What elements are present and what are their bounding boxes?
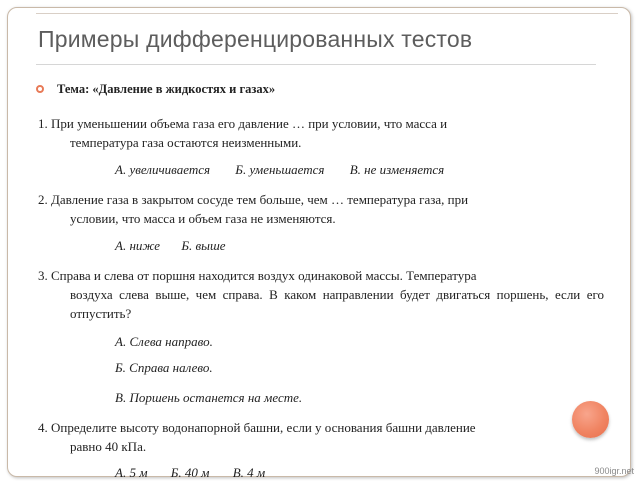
question-4 <box>38 418 604 456</box>
answer-option: А. увеличивается <box>115 162 211 177</box>
answer-option: А. 5 м <box>115 465 148 480</box>
question-3 <box>38 266 604 323</box>
decorative-orange-circle <box>572 401 609 438</box>
answer-option: А. ниже <box>115 238 161 253</box>
question-2-answers <box>115 238 226 254</box>
question-4-lead: 4. Определите высоту водонапорной башни, если у основания башни давление <box>38 420 476 435</box>
slide-title: Примеры дифференцированных тестов <box>38 26 473 52</box>
question-3-lead: 3. Справа и слева от поршня находится воздух одинаковой массы. Температура <box>38 268 477 283</box>
question-3-cont: воздуха слева выше, чем справа. В каком направлении будет двигаться поршень, если его отпустить? <box>70 287 604 321</box>
title-underline <box>36 64 596 65</box>
question-1-answers <box>115 162 444 178</box>
answer-option: Б. 40 м <box>170 465 210 480</box>
top-divider <box>36 13 618 14</box>
question-1 <box>38 114 604 152</box>
question-3-answer-a: А. Слева направо. <box>115 334 213 349</box>
answer-option: В. не изменяется <box>349 162 445 177</box>
question-2 <box>38 190 604 228</box>
watermark-text: 900igr.net <box>594 466 634 476</box>
answer-option: В. 4 м <box>232 465 266 480</box>
bullet-ring-icon <box>36 85 44 93</box>
question-4-answers <box>115 465 265 481</box>
question-1-lead: 1. При уменьшении объема газа его давление … при условии, что масса и <box>38 116 448 131</box>
question-3-answer-b: Б. Справа налево. <box>115 360 213 375</box>
question-2-lead: 2. Давление газа в закрытом сосуде тем больше, чем … температура газа, при <box>38 192 469 207</box>
question-3-answer-c: В. Поршень останется на месте. <box>115 390 303 405</box>
answer-option: Б. уменьшается <box>235 162 325 177</box>
question-4-cont: равно 40 кПа. <box>70 439 147 454</box>
question-1-cont: температура газа остаются неизменными. <box>70 135 302 150</box>
answer-option: Б. выше <box>181 238 226 253</box>
topic-heading: Тема: «Давление в жидкостях и газах» <box>57 82 276 96</box>
slide-frame <box>7 7 631 477</box>
question-2-cont: условии, что масса и объем газа не изменяются. <box>70 211 336 226</box>
